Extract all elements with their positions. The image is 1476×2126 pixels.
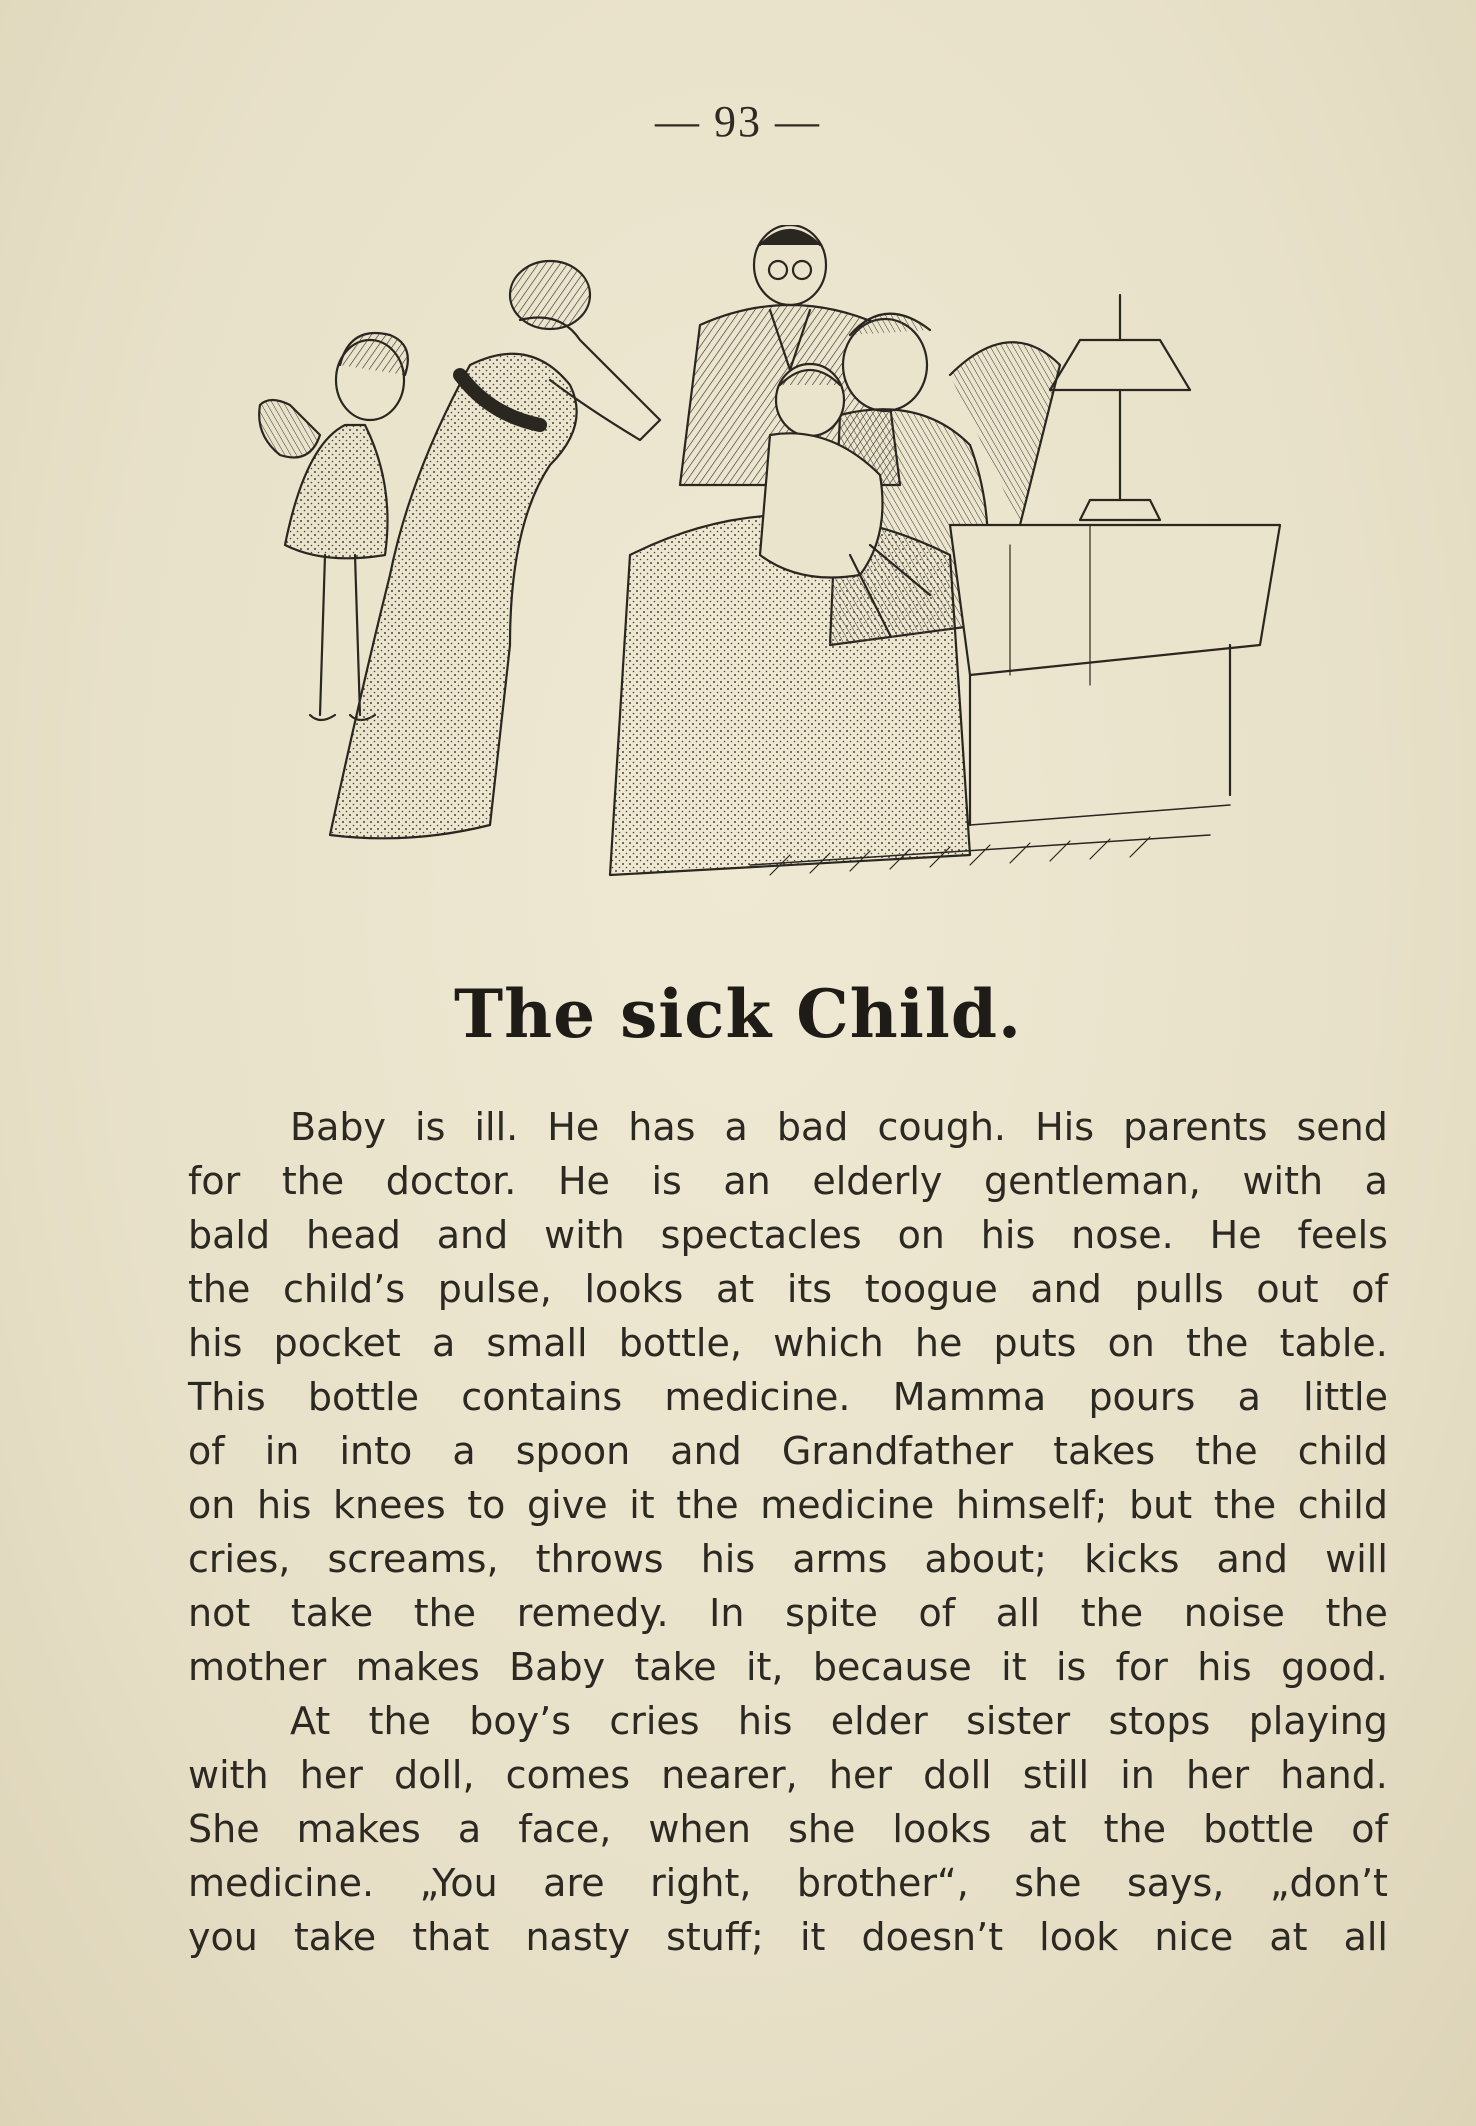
- text-line: the child’s pulse, looks at its toogue and pulls out of: [188, 1267, 1388, 1311]
- text-line: bald head and with spectacles on his nose. He feels: [188, 1213, 1388, 1257]
- text-line: not take the remedy. In spite of all the noise the: [188, 1591, 1388, 1635]
- chapter-title: The sick Child.: [454, 975, 1022, 1053]
- text-line: his pocket a small bottle, which he puts on the table.: [188, 1321, 1388, 1365]
- text-line: At the boy’s cries his elder sister stops playing: [290, 1699, 1388, 1743]
- text-line: She makes a face, when she looks at the bottle of: [188, 1807, 1388, 1851]
- page-number: — 93 —: [655, 97, 821, 146]
- text-line: medicine. „You are right, brother“, she says, „don’t: [188, 1861, 1388, 1905]
- text-line: with her doll, comes nearer, her doll still in her hand.: [188, 1753, 1388, 1797]
- sick-child-illustration: [250, 225, 1320, 955]
- body-text: [188, 1100, 1388, 1964]
- text-line: of in into a spoon and Grandfather takes the child: [188, 1429, 1388, 1473]
- text-line: on his knees to give it the medicine himself; but the child: [188, 1483, 1388, 1527]
- text-line: mother makes Baby take it, because it is for his good.: [188, 1645, 1388, 1689]
- text-line: cries, screams, throws his arms about; kicks and will: [188, 1537, 1388, 1581]
- text-line: This bottle contains medicine. Mamma pours a little: [188, 1375, 1388, 1419]
- text-line: Baby is ill. He has a bad cough. His parents send: [290, 1105, 1388, 1149]
- text-line: you take that nasty stuff; it doesn’t look nice at all: [188, 1915, 1388, 1959]
- text-line: for the doctor. He is an elderly gentleman, with a: [188, 1159, 1388, 1203]
